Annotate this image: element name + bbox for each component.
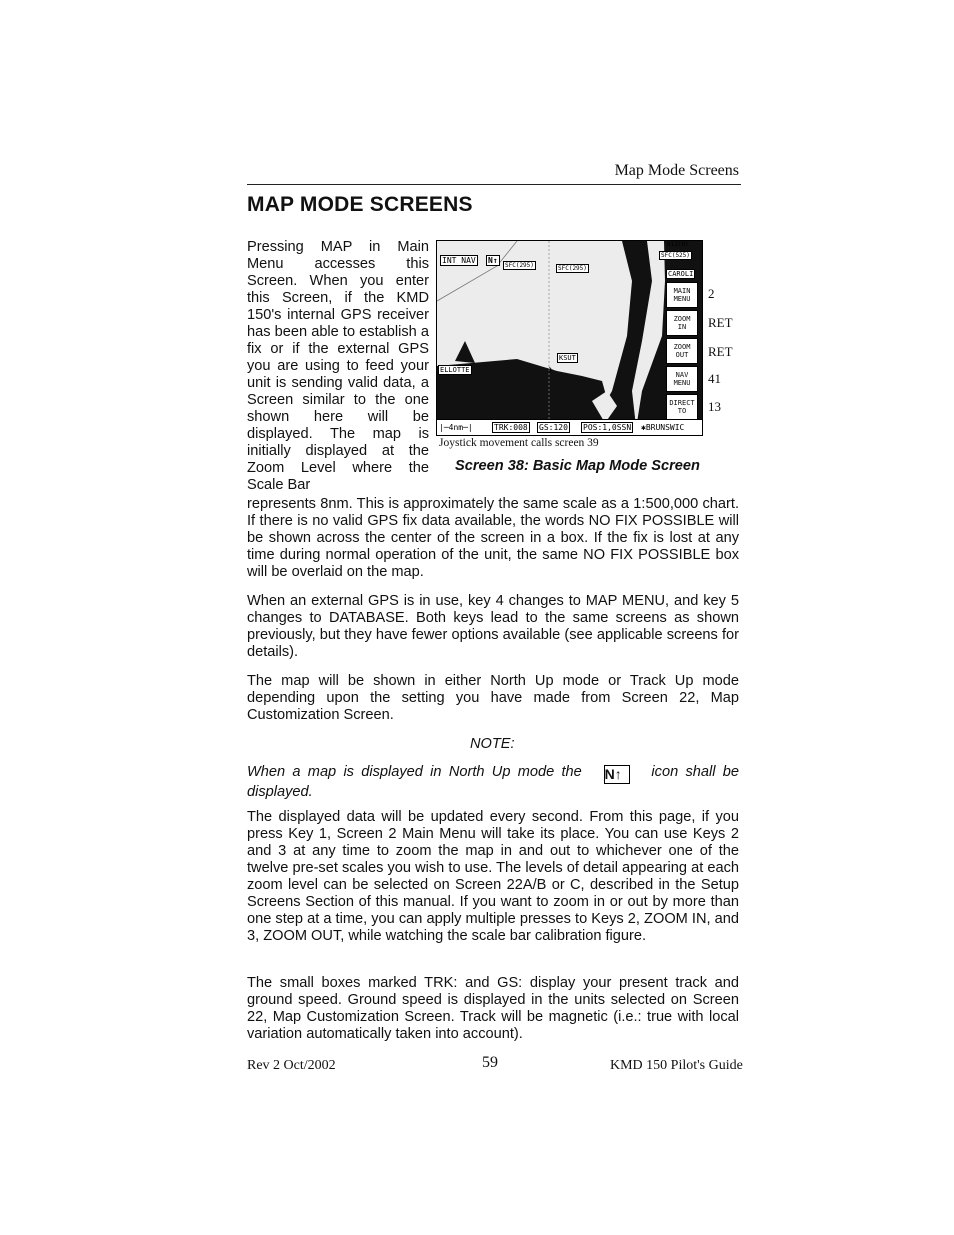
map-screen-figure <box>436 240 703 436</box>
mode-indicator: INT NAV <box>442 256 476 265</box>
track-box: TRK:008 <box>494 423 528 432</box>
destination-label: ✱BRUNSWIC <box>641 423 685 432</box>
scale-bar: |─4nm─| <box>439 423 473 432</box>
airspace-boundary <box>437 241 517 301</box>
airspace-label: SFC(295) <box>558 265 587 272</box>
north-up-icon: N↑ <box>488 256 498 265</box>
joystick-note: Joystick movement calls screen 39 <box>439 437 599 449</box>
note-text-before: When a map is displayed in North Up mode the <box>247 764 582 780</box>
airspace-label: SFC(295) <box>505 262 534 269</box>
key-number: 13 <box>708 399 721 414</box>
airspace-label: 613(0) <box>667 241 689 248</box>
zoom-in-softkey[interactable]: ZOOM IN <box>666 310 698 336</box>
north-up-icon: N↑ <box>604 765 630 784</box>
key-number: 2 <box>708 286 715 301</box>
north-up-icon-label: N <box>604 766 615 782</box>
scale-value: 4nm <box>448 423 464 432</box>
north-up-label: N <box>488 256 493 265</box>
airspace-label: SFC(525) <box>661 252 690 259</box>
ground-speed-box: GS:120 <box>539 423 568 432</box>
airport-label: KSUT <box>559 354 576 362</box>
page-title: MAP MODE SCREENS <box>247 193 473 216</box>
paragraph: The displayed data will be updated every second. From this page, if you press Key 1, Screen 2 Main Menu will take its place. You can use Keys 2 and 3 at any time to zoom the map in and out to whichever one of the twelve pre-set scales you wish to use. The levels of detail appearing at each zoom level can be selected on Screen 22A/B or C, described in the Setup Screens Section of this manual. If you want to zoom in or out by more than one step at a time, you can apply multiple presses to Keys 2, ZOOM IN, and 3, ZOOM OUT, while watching the scale bar calibration figure. <box>247 809 739 944</box>
figure-caption: Screen 38: Basic Map Mode Screen <box>455 458 700 474</box>
note-text <box>247 764 739 801</box>
status-bar <box>437 419 702 436</box>
footer-revision: Rev 2 Oct/2002 <box>247 1058 336 1073</box>
place-label: CAROLI <box>668 270 694 278</box>
intro-continuation: represents 8nm. This is approximately the same scale as a 1:500,000 chart. If there is no valid GPS fix data available, the words NO FIX POSSIBLE will be shown across the center of the screen in a box. If the fix is lost at any time during normal operation of the unit, the same NO FIX POSSIBLE box will be overlaid on the map. <box>247 496 739 580</box>
key-number: 41 <box>708 371 721 386</box>
running-header-title: Map Mode Screens <box>614 162 739 179</box>
paragraph: The small boxes marked TRK: and GS: display your present track and ground speed. Ground speed is displayed in the units selected on Screen 22, Map Customization Screen. Track will be magnetic (i.e.: true with local variation automatically taken into account). <box>247 975 739 1042</box>
intro-paragraph: Pressing MAP in Main Menu accesses this Screen. When you enter this Screen, if the KMD 150's internal GPS receiver has been able to establish a fix or if the external GPS you are using to feed your unit is sending valid data, a Screen similar to the one shown here will be displayed. The map is initially displayed at the Zoom Level where the Scale Bar <box>247 239 429 493</box>
key-number: RET <box>708 344 733 359</box>
paragraph: When an external GPS is in use, key 4 changes to MAP MENU, and key 5 changes to DATABASE. Both keys lead to the same screens as shown previously, but they have fewer options available (see applicable screens for details). <box>247 593 739 660</box>
running-header <box>247 160 741 185</box>
zoom-out-softkey[interactable]: ZOOM OUT <box>666 338 698 364</box>
main-menu-softkey[interactable]: MAIN MENU <box>666 282 698 308</box>
footer-guide-title: KMD 150 Pilot's Guide <box>610 1058 743 1073</box>
aircraft-icon: ✈ <box>547 363 554 376</box>
destination-value: BRUNSWIC <box>645 423 685 432</box>
page-number: 59 <box>482 1054 498 1071</box>
place-label: ELLOTTE <box>440 366 470 374</box>
land-shape <box>455 341 475 363</box>
nav-menu-softkey[interactable]: NAV MENU <box>666 366 698 392</box>
key-number: RET <box>708 315 733 330</box>
note-heading: NOTE: <box>470 736 515 752</box>
direct-to-softkey[interactable]: DIRECT TO <box>666 394 698 420</box>
paragraph: The map will be shown in either North Up mode or Track Up mode depending upon the setting you have made from Screen 22, Map Customization Screen. <box>247 673 739 723</box>
note-text-after: icon shall be displayed. <box>247 764 739 800</box>
position-box: POS:1,0SSN <box>583 423 632 432</box>
